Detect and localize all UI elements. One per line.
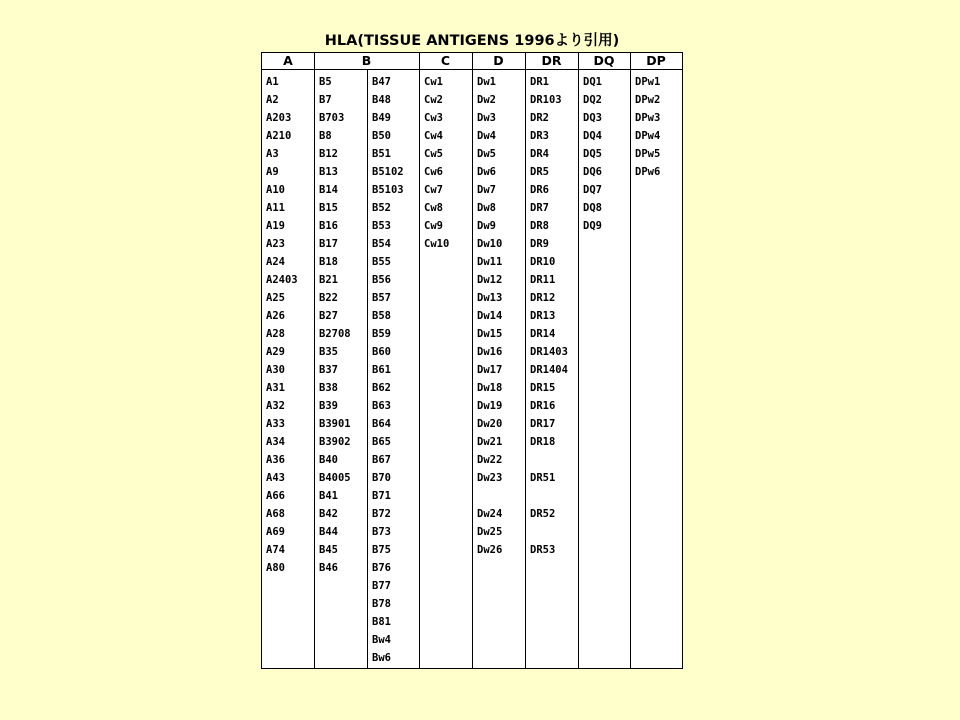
- page-title: HLA(TISSUE ANTIGENS 1996より引用): [324, 33, 620, 49]
- table-cell: A203: [266, 112, 292, 124]
- table-cell: B62: [372, 382, 391, 394]
- column-b-left: [315, 73, 367, 577]
- table-cell: B47: [372, 76, 391, 88]
- table-cell: A26: [266, 310, 285, 322]
- table-cell: Dw13: [477, 292, 503, 304]
- table-cell: A11: [266, 202, 285, 214]
- table-cell: A28: [266, 328, 285, 340]
- table-cell: B64: [372, 418, 391, 430]
- table-cell: B63: [372, 400, 391, 412]
- table-cell: A33: [266, 418, 285, 430]
- table-cell: Dw11: [477, 256, 503, 268]
- header-c: C: [440, 53, 451, 68]
- table-cell: DQ2: [583, 94, 602, 106]
- table-cell: DR14: [530, 328, 556, 340]
- column-a: [262, 73, 314, 577]
- table-cell: DQ6: [583, 166, 602, 178]
- table-cell: B5103: [372, 184, 404, 196]
- header-dp: DP: [646, 53, 666, 68]
- table-cell: DPw5: [635, 148, 661, 160]
- table-cell: B72: [372, 508, 391, 520]
- column-dr: [526, 73, 578, 559]
- table-cell: A34: [266, 436, 285, 448]
- table-cell: DQ5: [583, 148, 602, 160]
- table-cell: Dw26: [477, 544, 503, 556]
- table-cell: A69: [266, 526, 285, 538]
- table-cell: A3: [266, 148, 279, 160]
- header-d: D: [493, 53, 504, 68]
- table-cell: DQ8: [583, 202, 602, 214]
- table-cell: B35: [319, 346, 338, 358]
- table-cell: Dw1: [477, 76, 496, 88]
- column-d: [473, 73, 525, 559]
- table-cell: Bw4: [372, 634, 391, 646]
- column-dq: [579, 73, 630, 235]
- header-a: A: [283, 53, 293, 68]
- table-cell: DQ4: [583, 130, 602, 142]
- table-cell: Cw7: [424, 184, 443, 196]
- table-cell: B7: [319, 94, 332, 106]
- table-cell: B22: [319, 292, 338, 304]
- table-cell: B42: [319, 508, 338, 520]
- table-cell: Dw21: [477, 436, 503, 448]
- table-cell: Dw20: [477, 418, 503, 430]
- table-cell: B55: [372, 256, 391, 268]
- table-cell: Dw10: [477, 238, 503, 250]
- table-cell: A1: [266, 76, 279, 88]
- table-cell: DPw6: [635, 166, 661, 178]
- table-cell: B59: [372, 328, 391, 340]
- table-cell: A19: [266, 220, 285, 232]
- table-cell: B5102: [372, 166, 404, 178]
- table-cell: A29: [266, 346, 285, 358]
- table-cell: DQ3: [583, 112, 602, 124]
- table-cell: A80: [266, 562, 285, 574]
- table-cell: B56: [372, 274, 391, 286]
- table-cell: [526, 451, 578, 469]
- table-cell: DR1404: [530, 364, 568, 376]
- table-cell: Cw4: [424, 130, 443, 142]
- table-cell: A10: [266, 184, 285, 196]
- table-cell: DR1: [530, 76, 549, 88]
- table-cell: A68: [266, 508, 285, 520]
- table-cell: B41: [319, 490, 338, 502]
- table-cell: DQ9: [583, 220, 602, 232]
- table-cell: B50: [372, 130, 391, 142]
- table-cell: A66: [266, 490, 285, 502]
- table-cell: Cw2: [424, 94, 443, 106]
- table-cell: B45: [319, 544, 338, 556]
- table-cell: DPw1: [635, 76, 661, 88]
- table-cell: DR13: [530, 310, 556, 322]
- table-cell: A31: [266, 382, 285, 394]
- table-cell: B53: [372, 220, 391, 232]
- table-cell: B61: [372, 364, 391, 376]
- table-cell: A30: [266, 364, 285, 376]
- table-cell: B76: [372, 562, 391, 574]
- table-cell: Cw1: [424, 76, 443, 88]
- table-cell: B38: [319, 382, 338, 394]
- table-cell: Dw2: [477, 94, 496, 106]
- table-cell: Cw8: [424, 202, 443, 214]
- table-cell: DQ7: [583, 184, 602, 196]
- table-cell: Dw18: [477, 382, 503, 394]
- table-cell: B75: [372, 544, 391, 556]
- table-cell: A2403: [266, 274, 298, 286]
- table-cell: B52: [372, 202, 391, 214]
- table-cell: Dw8: [477, 202, 496, 214]
- table-cell: B77: [372, 580, 391, 592]
- table-cell: A32: [266, 400, 285, 412]
- table-cell: DR52: [530, 508, 556, 520]
- table-cell: Dw22: [477, 454, 503, 466]
- table-cell: Dw5: [477, 148, 496, 160]
- table-cell: B3901: [319, 418, 351, 430]
- table-cell: B71: [372, 490, 391, 502]
- table-cell: DR8: [530, 220, 549, 232]
- table-cell: DPw4: [635, 130, 661, 142]
- table-cell: DPw2: [635, 94, 661, 106]
- table-cell: B46: [319, 562, 338, 574]
- table-cell: B21: [319, 274, 338, 286]
- header-b: B: [361, 53, 372, 68]
- column-b-right: [368, 73, 419, 667]
- table-cell: B40: [319, 454, 338, 466]
- table-cell: B16: [319, 220, 338, 232]
- table-cell: DR18: [530, 436, 556, 448]
- table-cell: B44: [319, 526, 338, 538]
- table-cell: DR17: [530, 418, 556, 430]
- table-cell: B58: [372, 310, 391, 322]
- table-cell: DR4: [530, 148, 549, 160]
- table-cell: DR51: [530, 472, 556, 484]
- table-cell: A25: [266, 292, 285, 304]
- table-cell: Dw17: [477, 364, 503, 376]
- header-dq: DQ: [593, 53, 615, 68]
- table-cell: B78: [372, 598, 391, 610]
- column-c: [420, 73, 472, 253]
- table-cell: B17: [319, 238, 338, 250]
- table-cell: A24: [266, 256, 285, 268]
- table-cell: DR103: [530, 94, 562, 106]
- table-cell: DR12: [530, 292, 556, 304]
- table-cell: DR7: [530, 202, 549, 214]
- table-cell: B5: [319, 76, 332, 88]
- table-cell: DR10: [530, 256, 556, 268]
- table-cell: B18: [319, 256, 338, 268]
- table-cell: [473, 487, 525, 505]
- table-cell: DR53: [530, 544, 556, 556]
- table-cell: DPw3: [635, 112, 661, 124]
- table-cell: B15: [319, 202, 338, 214]
- table-cell: [526, 523, 578, 541]
- table-cell: Dw25: [477, 526, 503, 538]
- table-cell: B3902: [319, 436, 351, 448]
- table-cell: B51: [372, 148, 391, 160]
- table-cell: Dw16: [477, 346, 503, 358]
- table-cell: DR1403: [530, 346, 568, 358]
- table-cell: B27: [319, 310, 338, 322]
- table-cell: B8: [319, 130, 332, 142]
- table-cell: Dw3: [477, 112, 496, 124]
- table-cell: Cw5: [424, 148, 443, 160]
- table-cell: Cw3: [424, 112, 443, 124]
- table-cell: DR11: [530, 274, 556, 286]
- table-cell: DR16: [530, 400, 556, 412]
- table-cell: A36: [266, 454, 285, 466]
- table-cell: B49: [372, 112, 391, 124]
- table-cell: Dw14: [477, 310, 503, 322]
- table-cell: B2708: [319, 328, 351, 340]
- table-cell: A9: [266, 166, 279, 178]
- table-cell: DR9: [530, 238, 549, 250]
- table-cell: Dw23: [477, 472, 503, 484]
- table-cell: A2: [266, 94, 279, 106]
- table-cell: Dw24: [477, 508, 503, 520]
- table-cell: DR15: [530, 382, 556, 394]
- table-cell: Dw9: [477, 220, 496, 232]
- table-cell: B81: [372, 616, 391, 628]
- table-cell: Dw6: [477, 166, 496, 178]
- table-cell: Cw10: [424, 238, 450, 250]
- table-cell: A23: [266, 238, 285, 250]
- table-cell: B4005: [319, 472, 351, 484]
- table-cell: B65: [372, 436, 391, 448]
- table-cell: Cw6: [424, 166, 443, 178]
- table-cell: B57: [372, 292, 391, 304]
- table-cell: B54: [372, 238, 391, 250]
- table-cell: Dw4: [477, 130, 496, 142]
- table-cell: Dw7: [477, 184, 496, 196]
- table-cell: B73: [372, 526, 391, 538]
- table-cell: DR5: [530, 166, 549, 178]
- table-cell: B67: [372, 454, 391, 466]
- table-cell: DR3: [530, 130, 549, 142]
- table-cell: B13: [319, 166, 338, 178]
- table-cell: Dw15: [477, 328, 503, 340]
- table-cell: B60: [372, 346, 391, 358]
- column-dp: [631, 73, 682, 181]
- table-cell: Dw12: [477, 274, 503, 286]
- table-cell: A210: [266, 130, 292, 142]
- table-cell: B37: [319, 364, 338, 376]
- table-cell: A43: [266, 472, 285, 484]
- table-cell: DR2: [530, 112, 549, 124]
- table-cell: B703: [319, 112, 345, 124]
- table-cell: DR6: [530, 184, 549, 196]
- table-cell: Cw9: [424, 220, 443, 232]
- table-cell: B39: [319, 400, 338, 412]
- header-dr: DR: [541, 53, 562, 68]
- table-cell: B14: [319, 184, 338, 196]
- table-cell: B12: [319, 148, 338, 160]
- table-cell: Bw6: [372, 652, 391, 664]
- table-cell: DQ1: [583, 76, 602, 88]
- table-cell: Dw19: [477, 400, 503, 412]
- hla-table: [261, 52, 683, 669]
- table-cell: B48: [372, 94, 391, 106]
- table-cell: [526, 487, 578, 505]
- table-cell: B70: [372, 472, 391, 484]
- table-cell: A74: [266, 544, 285, 556]
